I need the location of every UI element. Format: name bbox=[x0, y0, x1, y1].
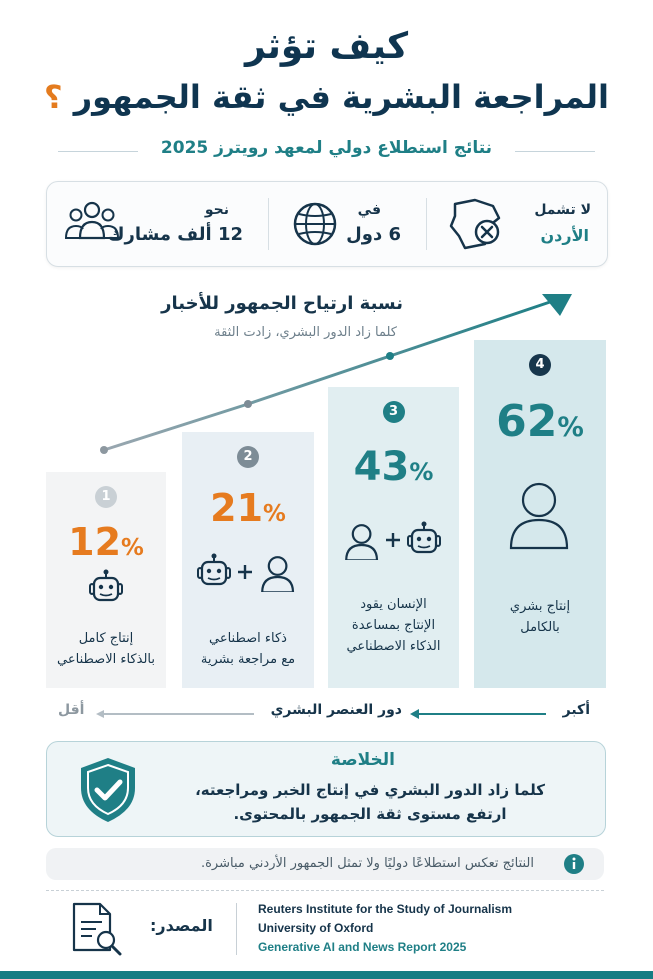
robot-plus-person-icon bbox=[196, 552, 300, 592]
bottom-bar bbox=[0, 971, 653, 979]
column-label bbox=[46, 628, 166, 670]
column-label bbox=[182, 628, 314, 670]
jordan-map-icon bbox=[445, 196, 507, 252]
column-number-badge: 4 bbox=[529, 354, 551, 376]
info-icon bbox=[564, 854, 584, 874]
chart-subtitle: كلما زاد الدور البشري، زادت الثقة bbox=[214, 325, 397, 340]
stats-box bbox=[46, 181, 608, 267]
stat-divider-2 bbox=[268, 198, 269, 250]
title-line-2 bbox=[0, 78, 653, 116]
trend-dot-3 bbox=[386, 352, 394, 360]
column-label-line: ذكاء اصطناعي bbox=[209, 631, 287, 646]
chart-title: نسبة ارتياح الجمهور للأخبار bbox=[161, 293, 403, 314]
column-label-line: بالذكاء الاصطناعي bbox=[57, 652, 155, 667]
human-role-axis bbox=[46, 700, 606, 724]
document-search-icon bbox=[70, 900, 124, 956]
chart-column-3 bbox=[328, 387, 459, 688]
column-number-badge: 3 bbox=[383, 401, 405, 423]
title-text: المراجعة البشرية في ثقة الجمهور bbox=[73, 78, 609, 116]
column-number-badge: 2 bbox=[237, 446, 259, 468]
column-label-line: الإنتاج بمساعدة bbox=[351, 618, 436, 633]
column-label-line: إنتاج كامل bbox=[78, 631, 134, 646]
subtitle: نتائج استطلاع دولي لمعهد رويترز 2025 bbox=[160, 138, 493, 158]
percentage-sign: % bbox=[263, 501, 286, 527]
column-percentage bbox=[328, 444, 459, 490]
people-group-icon bbox=[63, 198, 121, 248]
column-label-line: الذكاء الاصطناعي bbox=[346, 639, 441, 654]
source-line-3: Generative AI and News Report 2025 bbox=[258, 940, 467, 954]
axis-line-left bbox=[96, 709, 256, 719]
chart-column-1 bbox=[46, 472, 166, 688]
robot-icon bbox=[86, 568, 126, 608]
source-line-1: Reuters Institute for the Study of Journalism bbox=[258, 902, 513, 916]
axis-more-label: أكبر bbox=[562, 702, 590, 718]
column-label bbox=[474, 596, 606, 638]
column-percentage bbox=[182, 486, 314, 530]
percentage-value: 21 bbox=[210, 486, 264, 530]
trend-dot-1 bbox=[100, 446, 108, 454]
globe-icon bbox=[291, 200, 339, 248]
stat-participants-line2: 12 ألف مشارك bbox=[107, 224, 243, 245]
stat-jordan-line2: الأردن bbox=[540, 226, 589, 245]
column-label bbox=[328, 594, 459, 657]
chart-column-4 bbox=[474, 340, 606, 688]
chart-column-2 bbox=[182, 432, 314, 688]
column-label-line: مع مراجعة بشرية bbox=[200, 652, 296, 667]
stat-jordan-line1: لا تشمل bbox=[534, 202, 591, 218]
column-number-badge: 1 bbox=[95, 486, 117, 508]
column-label-line: الإنسان يقود bbox=[360, 597, 427, 612]
disclaimer-note bbox=[46, 848, 604, 880]
summary-line-1: كلما زاد الدور البشري في إنتاج الخبر ومراجعته، bbox=[195, 781, 545, 799]
percentage-value: 12 bbox=[68, 520, 122, 564]
source-label: المصدر: bbox=[150, 916, 213, 935]
axis-arrow-right bbox=[410, 709, 550, 719]
person-icon bbox=[505, 478, 575, 554]
percentage-value: 62 bbox=[496, 396, 558, 447]
footer-divider bbox=[46, 890, 604, 891]
trend-dot-2 bbox=[244, 400, 252, 408]
stat-countries-line2: 6 دول bbox=[346, 224, 401, 245]
title-line-1: كيف تؤثر bbox=[244, 26, 409, 67]
summary-box bbox=[46, 741, 606, 837]
column-percentage bbox=[46, 520, 166, 564]
percentage-sign: % bbox=[557, 412, 584, 443]
stat-participants-line1: نحو bbox=[204, 202, 229, 218]
source-line-2: University of Oxford bbox=[258, 921, 374, 935]
stat-divider-1 bbox=[426, 198, 427, 250]
summary-title: الخلاصة bbox=[330, 750, 395, 770]
person-plus-robot-icon bbox=[342, 520, 446, 560]
stat-countries-line1: في bbox=[357, 202, 381, 218]
summary-text bbox=[165, 778, 575, 826]
column-percentage bbox=[474, 396, 606, 447]
percentage-sign: % bbox=[121, 535, 144, 561]
column-label-line: إنتاج بشري bbox=[509, 599, 571, 614]
summary-line-2: ارتفع مستوى ثقة الجمهور بالمحتوى. bbox=[233, 805, 507, 823]
axis-less-label: أقل bbox=[58, 702, 85, 718]
column-label-line: بالكامل bbox=[520, 620, 560, 635]
axis-center-label: دور العنصر البشري bbox=[270, 702, 402, 718]
shield-check-icon bbox=[77, 756, 139, 824]
percentage-sign: % bbox=[409, 458, 434, 486]
title-question-mark: ؟ bbox=[44, 78, 63, 116]
disclaimer-text: النتائج تعكس استطلاعًا دوليًا ولا تمثل الجمهور الأردني مباشرة. bbox=[200, 856, 534, 871]
percentage-value: 43 bbox=[353, 444, 410, 490]
source-divider bbox=[236, 903, 237, 955]
